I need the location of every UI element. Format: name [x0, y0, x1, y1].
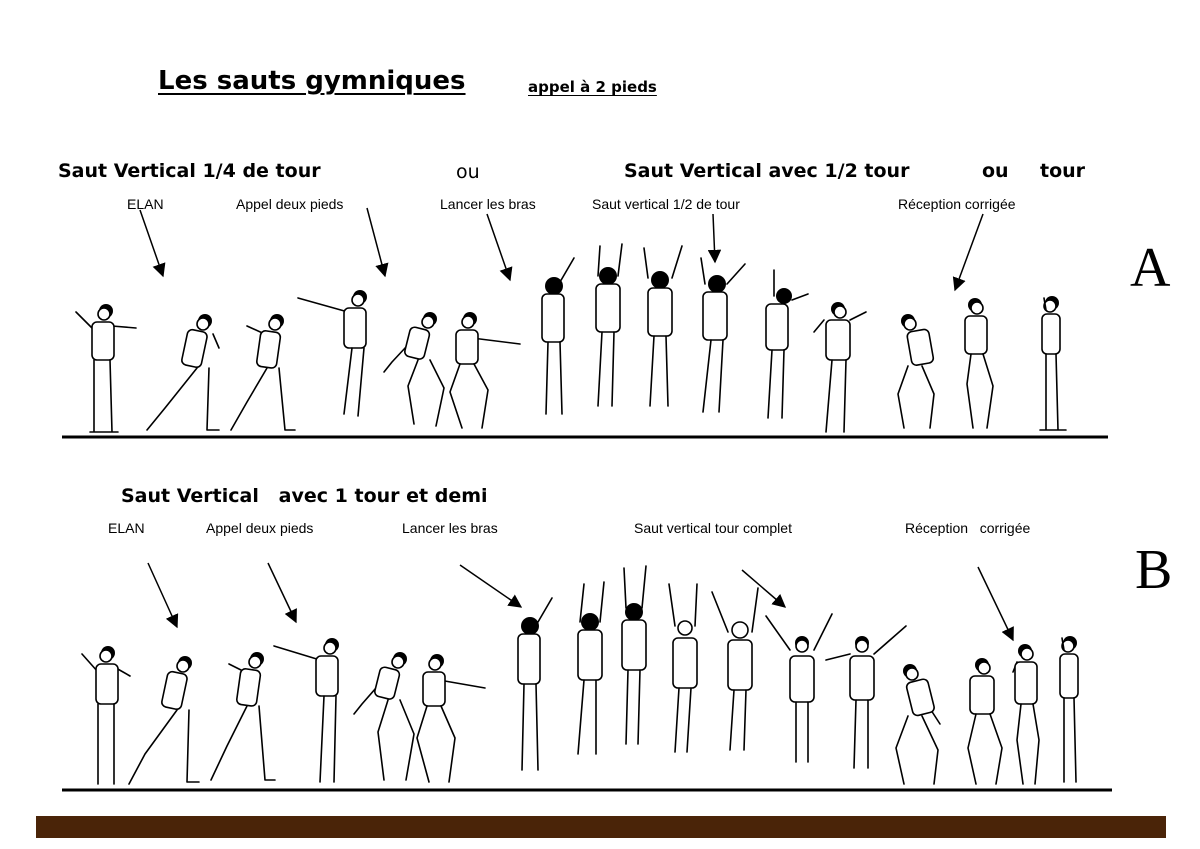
- row-a-figures: [76, 244, 1066, 432]
- figure-b-jump-2: [622, 566, 646, 744]
- row-b-heading: Saut Vertical avec 1 tour et demi: [121, 485, 488, 507]
- row-b-figures: [82, 566, 1078, 784]
- row-a-label-lancer: Lancer les bras: [440, 196, 536, 212]
- figure-b-arms-back: [274, 638, 339, 782]
- figure-b-crouch-1: [354, 652, 414, 780]
- arrow-elan-a: [140, 210, 163, 276]
- row-a-label-elan: ELAN: [127, 196, 164, 212]
- page-subtitle: appel à 2 pieds: [528, 78, 657, 96]
- figure-a-crouch-2: [450, 312, 520, 428]
- figure-a-jump-1: [596, 244, 622, 406]
- arrow-reception-a: [955, 214, 983, 290]
- figure-a-land-2: [814, 302, 866, 432]
- figure-b-final: [1060, 636, 1078, 782]
- figure-a-step: [231, 314, 295, 430]
- arrow-appel-a: [367, 208, 385, 276]
- figure-a-final: [1040, 296, 1066, 430]
- page-title: Les sauts gymniques: [158, 66, 466, 96]
- row-a-heading-end: tour: [1040, 160, 1086, 182]
- figure-a-jump-2: [644, 246, 682, 406]
- figure-b-crouch-2: [417, 654, 485, 782]
- row-b-label-saut: Saut vertical tour complet: [634, 520, 792, 536]
- figure-b-elan: [129, 656, 199, 784]
- figure-a-arms-back: [298, 290, 367, 416]
- figure-b-arms-up-1: [518, 598, 552, 770]
- arrow-saut-a: [713, 214, 715, 262]
- row-b-label-appel: Appel deux pieds: [206, 520, 314, 536]
- figure-a-crouch-1: [384, 312, 444, 426]
- arrow-lancer-b: [460, 565, 521, 607]
- row-a-label-appel: Appel deux pieds: [236, 196, 344, 212]
- figure-b-reception-1: [896, 664, 940, 784]
- figure-b-standing: [82, 646, 130, 784]
- figure-b-reception-2: [968, 658, 1002, 784]
- row-a-label-reception: Réception corrigée: [898, 196, 1016, 212]
- row-b-arrows: [148, 563, 1013, 640]
- row-a-letter: A: [1130, 237, 1171, 299]
- row-a-heading-right: Saut Vertical avec 1/2 tour: [624, 160, 910, 182]
- arrow-lancer-a: [487, 214, 510, 280]
- row-a-heading-left: Saut Vertical 1/4 de tour: [58, 160, 321, 182]
- row-a-label-saut: Saut vertical 1/2 de tour: [592, 196, 740, 212]
- arrow-elan-b: [148, 563, 177, 627]
- row-b-letter: B: [1135, 539, 1173, 601]
- arrow-reception-b: [978, 567, 1013, 640]
- figure-a-reception-2: [965, 298, 993, 428]
- figure-a-standing: [76, 304, 136, 432]
- row-b-label-elan: ELAN: [108, 520, 145, 536]
- row-a-arrows: [140, 208, 983, 290]
- figure-b-jump-4: [712, 588, 758, 750]
- figure-a-reception-1: [898, 314, 934, 428]
- row-b-label-lancer: Lancer les bras: [402, 520, 498, 536]
- figure-b-reception-3: [1013, 644, 1039, 784]
- figure-b-jump-1: [578, 582, 604, 754]
- figure-a-arms-up-1: [542, 258, 574, 414]
- figure-b-jump-3: [669, 584, 697, 752]
- row-a-heading-or-1: ou: [456, 161, 480, 183]
- footer-bar: [36, 816, 1166, 838]
- figure-b-jump-5: [766, 614, 832, 762]
- figure-a-jump-3: [701, 258, 745, 412]
- arrow-appel-b: [268, 563, 296, 622]
- figure-a-elan: [147, 314, 219, 430]
- figure-b-step: [211, 652, 275, 780]
- figure-b-land-1: [826, 626, 906, 768]
- arrow-saut-b: [742, 570, 785, 607]
- row-b-label-reception: Réception corrigée: [905, 520, 1031, 536]
- figure-a-land-1: [766, 270, 808, 418]
- row-a-heading-or-2: ou: [982, 160, 1009, 182]
